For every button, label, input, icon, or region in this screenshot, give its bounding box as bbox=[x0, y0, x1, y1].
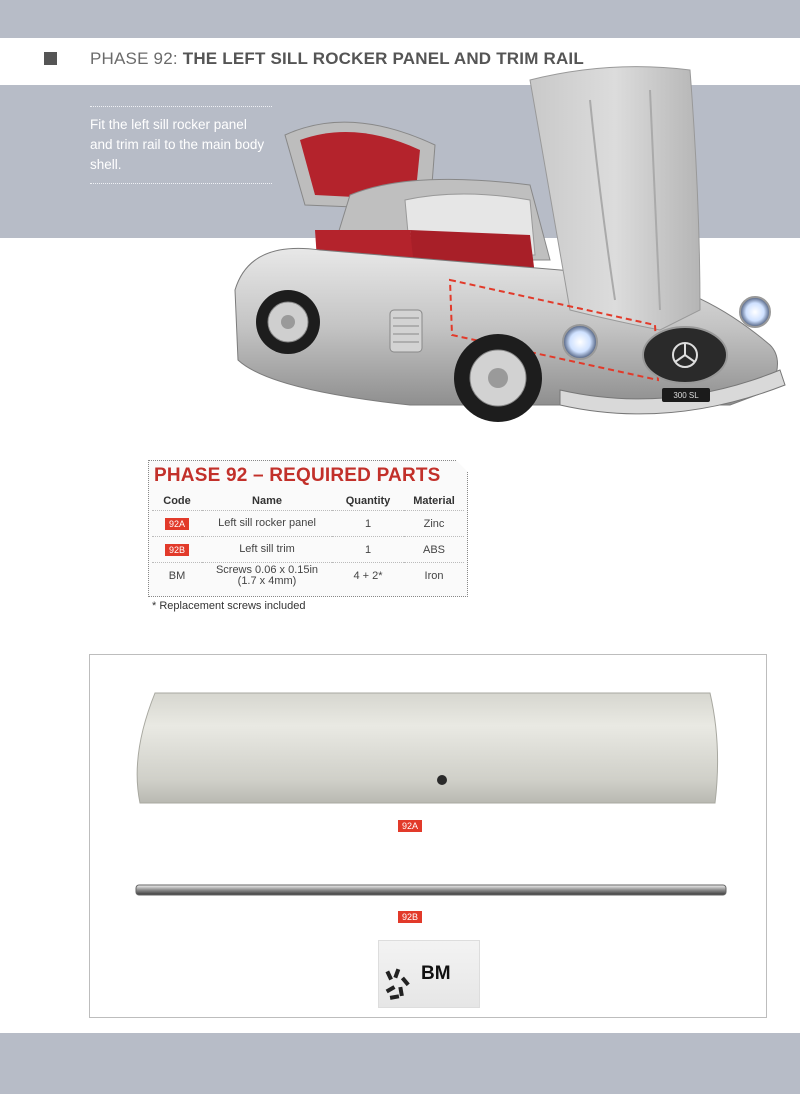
part-quantity: 1 bbox=[332, 511, 404, 537]
code-badge: 92A bbox=[398, 820, 422, 832]
label-92b bbox=[398, 907, 422, 925]
part-material: Iron bbox=[404, 563, 464, 589]
code-badge: 92A bbox=[165, 518, 189, 530]
part-quantity: 4 + 2* bbox=[332, 563, 404, 589]
part-name: Left sill trim bbox=[202, 537, 332, 563]
headlamp-right bbox=[740, 297, 770, 327]
parts-table bbox=[152, 492, 464, 588]
col-code: Code bbox=[163, 495, 191, 507]
table-row bbox=[152, 511, 464, 537]
bottom-band bbox=[0, 1033, 800, 1094]
parts-title: PHASE 92 – REQUIRED PARTS bbox=[154, 465, 441, 486]
table-row bbox=[152, 537, 464, 563]
col-material: Material bbox=[413, 495, 455, 507]
part-name: Left sill rocker panel bbox=[202, 511, 332, 537]
parts-header-row bbox=[152, 492, 464, 511]
title-square-icon bbox=[44, 52, 57, 65]
parts-footnote: * Replacement screws included bbox=[152, 600, 306, 612]
code-badge: 92B bbox=[398, 911, 422, 923]
top-band bbox=[0, 0, 800, 38]
screw-bag bbox=[378, 940, 480, 1008]
car-svg bbox=[230, 60, 790, 440]
col-quantity: Quantity bbox=[345, 495, 391, 507]
intro-text: Fit the left sill rocker panel and trim rail to the main body shell. bbox=[90, 117, 265, 172]
screws-icon bbox=[383, 967, 415, 1003]
car-illustration bbox=[230, 60, 790, 440]
parts-corner-fold bbox=[455, 459, 469, 473]
bag-label: BM bbox=[421, 963, 451, 984]
label-92a bbox=[398, 816, 422, 834]
table-row bbox=[152, 563, 464, 589]
plate-text: 300 SL bbox=[673, 391, 699, 400]
part-material: ABS bbox=[404, 537, 464, 563]
side-vent bbox=[390, 310, 422, 352]
phase-title: THE LEFT SILL ROCKER PANEL AND TRIM RAIL bbox=[182, 49, 584, 68]
col-name: Name bbox=[252, 495, 282, 507]
part-code: BM bbox=[152, 563, 202, 589]
part-name: Screws 0.06 x 0.15in (1.7 x 4mm) bbox=[202, 563, 332, 589]
trim-rail-image bbox=[134, 880, 730, 902]
part-material: Zinc bbox=[404, 511, 464, 537]
code-badge: 92B bbox=[165, 544, 189, 556]
phase-prefix: PHASE 92: bbox=[90, 49, 178, 68]
required-parts-panel bbox=[148, 460, 468, 597]
part-quantity: 1 bbox=[332, 537, 404, 563]
headlamp-left bbox=[563, 325, 597, 359]
rocker-panel-image bbox=[130, 685, 730, 805]
